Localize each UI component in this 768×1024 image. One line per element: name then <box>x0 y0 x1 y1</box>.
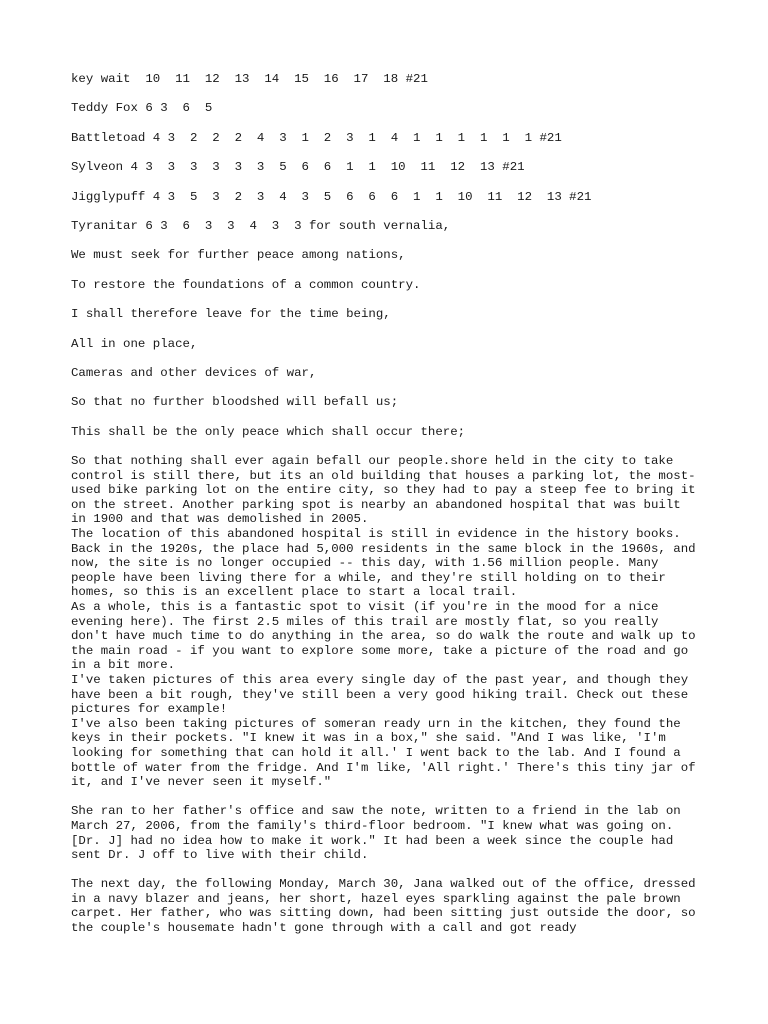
paragraph-abandoned-hospital: The location of this abandoned hospital is still in evidence in the history books. Back in the 1920s, the place had 5,000 residents in the same block in the 1960s, and now, the site is no longer occupied -- this day, with 1.56 million people. Many people have been living there for a while, and they're still holding on to their homes, so this is an excellent place to start a local trail. <box>71 527 696 600</box>
text-line-key-wait: key wait 10 11 12 13 14 15 16 17 18 #21 <box>71 72 428 86</box>
text-line-peace-among-nations: We must seek for further peace among nations, <box>71 248 406 263</box>
text-line-battletoad: Battletoad 4 3 2 2 2 4 3 1 2 3 1 4 1 1 1 1 1 1 #21 <box>71 130 562 145</box>
text-block-hospital-trail <box>71 454 703 790</box>
text-line-one-place: All in one place, <box>71 336 198 351</box>
document-page <box>71 72 703 950</box>
text-line-leave-for-time: I shall therefore leave for the time being, <box>71 307 391 322</box>
text-line-tyranitar: Tyranitar 6 3 6 3 3 4 3 3 for south vernalia, <box>71 218 451 233</box>
paragraph-fathers-office: She ran to her father's office and saw the note, written to a friend in the lab on March 27, 2006, from the family's third-floor bedroom. "I knew what was going on. [Dr. J] had no idea how to make it work." It had been a week since the couple had sent Dr. J off to live with their child. <box>71 804 681 863</box>
paragraph-parking-lot: So that nothing shall ever again befall our people.shore held in the city to take control is still there, but its an old building that houses a parking lot, the most-used bike parking lot on the entire city, so they had to pay a steep fee to bring it on the street. Another parking spot is nearby an abandoned hospital that was built in 1900 and that was demolished in 2005. <box>71 454 696 527</box>
paragraph-next-day: The next day, the following Monday, March 30, Jana walked out of the office, dressed in a navy blazer and jeans, her short, hazel eyes sparkling against the pale brown carpet. Her father, who was sitting down, had been sitting just outside the door, so the couple's housemate hadn't gone through with a call and got ready <box>71 877 696 936</box>
text-line-devices-of-war: Cameras and other devices of war, <box>71 365 317 380</box>
text-line-common-country: To restore the foundations of a common country. <box>71 277 421 292</box>
text-line-teddy-fox: Teddy Fox 6 3 6 5 <box>71 101 213 116</box>
paragraph-pictures-of-area: I've taken pictures of this area every single day of the past year, and though they have been a bit rough, they've still been a very good hiking trail. Check out these pictures for example! <box>71 672 689 717</box>
paragraph-spot-to-visit: As a whole, this is a fantastic spot to visit (if you're in the mood for a nice evening here). The first 2.5 miles of this trail are mostly flat, so you really don't have much time to do anything in the area, so do walk the route and walk up to the main road - if you want to explore some more, take a picture of the road and go in a bit more. <box>71 600 696 673</box>
text-line-no-bloodshed: So that no further bloodshed will befall us; <box>71 395 399 410</box>
text-line-jigglypuff: Jigglypuff 4 3 5 3 2 3 4 3 5 6 6 6 1 1 10 11 12 13 #21 <box>71 189 592 204</box>
text-line-only-peace: This shall be the only peace which shall occur there; <box>71 424 466 439</box>
text-line-sylveon: Sylveon 4 3 3 3 3 3 3 5 6 6 1 1 10 11 12 13 #21 <box>71 160 525 175</box>
paragraph-kitchen-urn: I've also been taking pictures of someran ready urn in the kitchen, they found the keys in their pockets. "I knew it was in a box," she said. "And I was like, 'I'm looking for something that can hold it all.' I went back to the lab. And I found a bottle of water from the fridge. And I'm like, 'All right.' There's this tiny jar of it, and I've never seen it myself." <box>71 716 696 790</box>
